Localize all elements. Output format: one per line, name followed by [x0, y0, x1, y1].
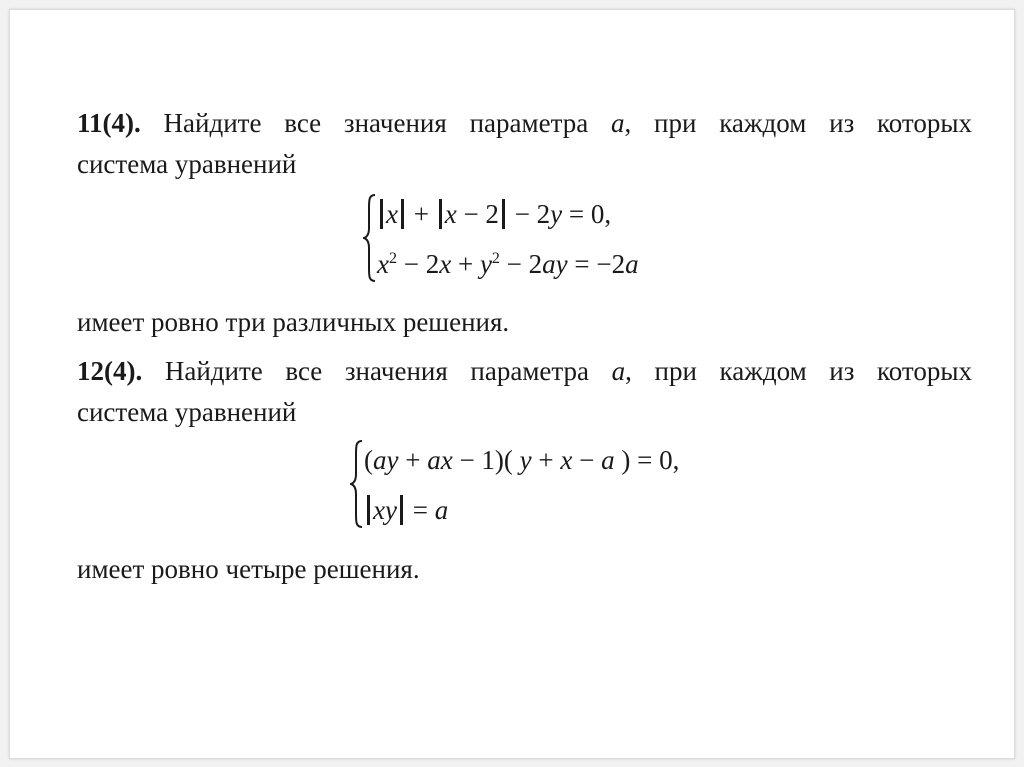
problem-11-statement: [77, 103, 972, 185]
problem-12-conclusion: имеет ровно четыре решения.: [77, 554, 420, 584]
problem-11-equation-1: x + x − 2 − 2y = 0,: [377, 192, 611, 236]
problem-12-system: [350, 438, 710, 530]
problem-11-conclusion: имеет ровно три различных решения.: [77, 307, 510, 337]
problem-12-equation-2: xy = a: [364, 488, 448, 532]
problem-11-text-rest: , при каждом из которых: [624, 108, 973, 138]
problem-12-equation-1: (ay + ax − 1)( y + x − a ) = 0,: [364, 445, 680, 475]
problem-12-text: Найдите все значения параметра: [164, 356, 590, 386]
problem-11-equation-2: $x^2 - 2x + y^2 - 2ay = -2a$: [377, 249, 639, 279]
problem-11-text: Найдите все значения параметра: [163, 108, 589, 138]
problem-11-line2: система уравнений: [77, 149, 297, 179]
left-brace-icon: [350, 438, 364, 530]
problem-12-text-rest: , при каждом из которых: [625, 356, 973, 386]
problem-11-number: 11(4).: [77, 108, 141, 138]
problem-11-system: [363, 192, 693, 284]
problem-12-statement: [77, 351, 972, 433]
problem-12-line2: система уравнений: [77, 397, 297, 427]
problem-12-param: a: [611, 356, 626, 386]
problem-11-param: a: [610, 108, 625, 138]
problem-12-number: 12(4).: [77, 356, 143, 386]
slide: [9, 9, 1015, 759]
left-brace-icon: [363, 192, 377, 284]
